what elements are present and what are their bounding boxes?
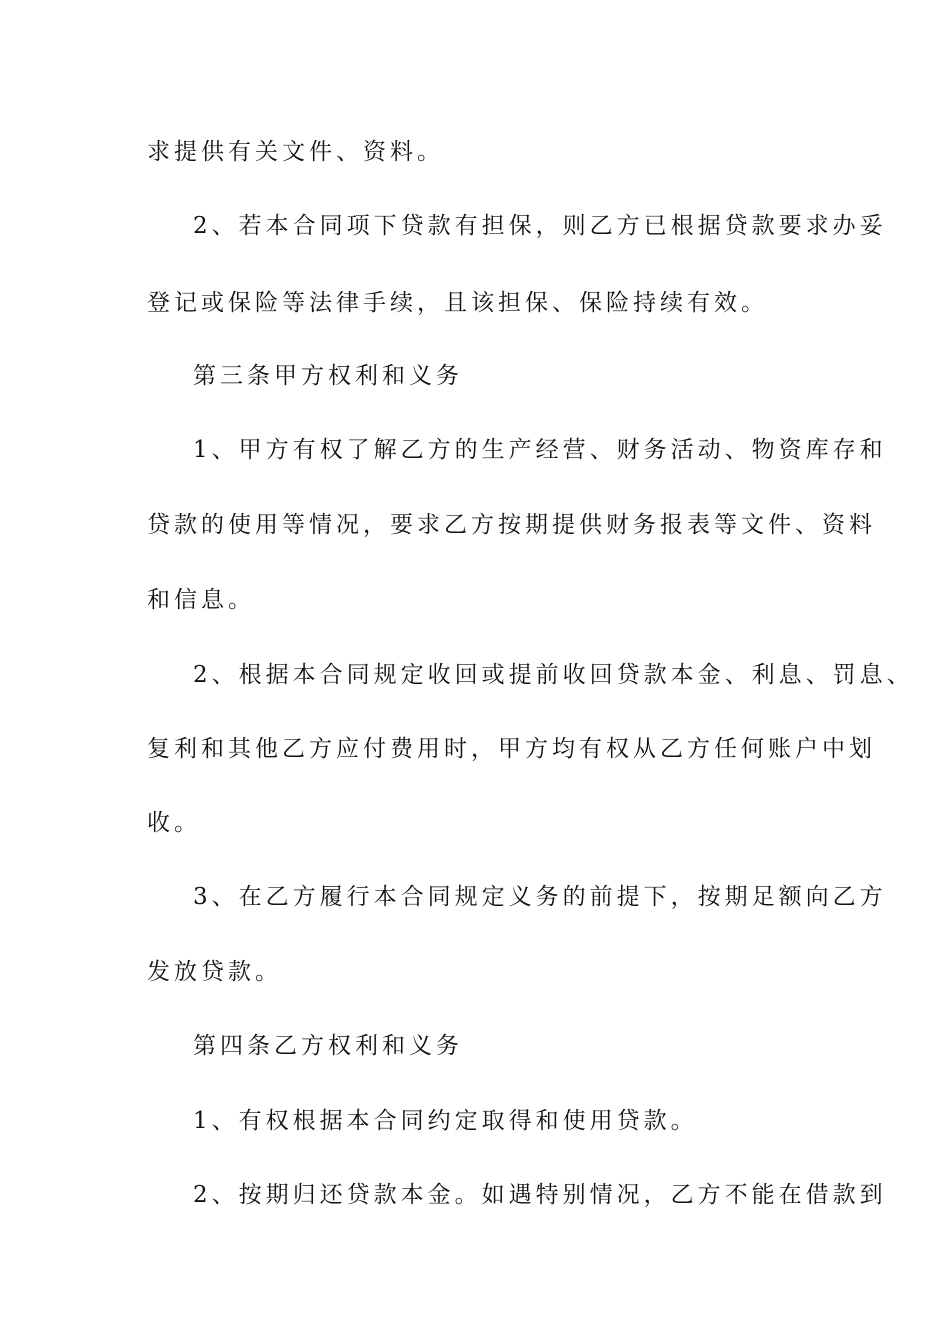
paragraph-line: 1、甲方有权了解乙方的生产经营、财务活动、物资库存和 xyxy=(193,437,887,463)
paragraph-line: 3、在乙方履行本合同规定义务的前提下，按期足额向乙方 xyxy=(193,884,887,910)
text-line: 登记或保险等法律手续，且该担保、保险持续有效。 xyxy=(147,290,768,316)
text-line: 发放贷款。 xyxy=(147,959,282,985)
text-line: 复利和其他乙方应付费用时，甲方均有权从乙方任何账户中划 xyxy=(147,736,876,762)
text-line: 收。 xyxy=(147,810,201,836)
paragraph-line: 2、按期归还贷款本金。如遇特别情况，乙方不能在借款到 xyxy=(193,1182,887,1208)
text-line: 和信息。 xyxy=(147,587,255,613)
section-heading: 第四条乙方权利和义务 xyxy=(193,1033,463,1059)
text-line: 求提供有关文件、资料。 xyxy=(147,139,444,165)
paragraph-line: 1、有权根据本合同约定取得和使用贷款。 xyxy=(193,1108,698,1134)
paragraph-line: 2、根据本合同规定收回或提前收回贷款本金、利息、罚息、 xyxy=(193,662,914,688)
text-line: 贷款的使用等情况，要求乙方按期提供财务报表等文件、资料 xyxy=(147,512,876,538)
paragraph-line: 2、若本合同项下贷款有担保，则乙方已根据贷款要求办妥 xyxy=(193,213,887,239)
section-heading: 第三条甲方权利和义务 xyxy=(193,363,463,389)
